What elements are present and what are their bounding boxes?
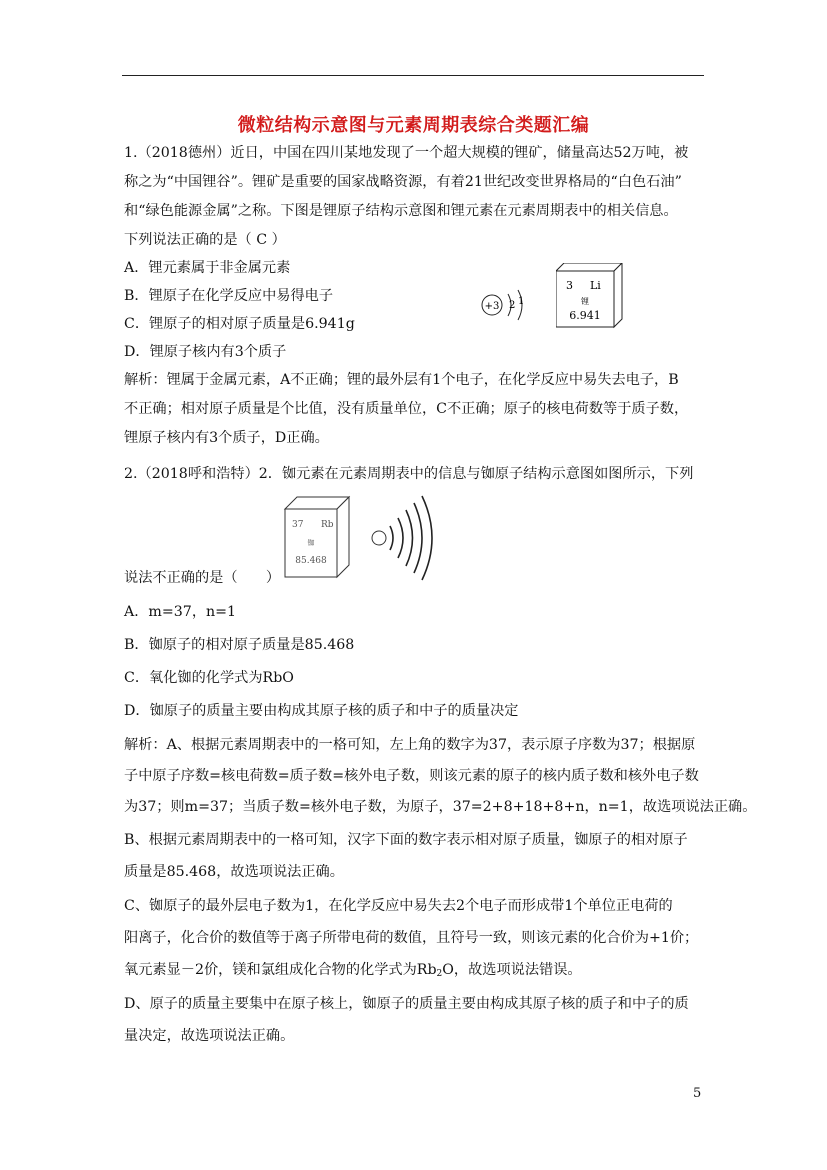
q2-stem-line-1: 2.（2018呼和浩特）2．铷元素在元素周期表中的信息与铷原子结构示意图如图所示，下列 [124,466,694,482]
q2-option-d: D．铷原子的质量主要由构成其原子核的质子和中子的质量决定 [124,703,519,719]
q2-analysis-line-9: D、原子的质量主要集中在原子核上，铷原子的质量主要由构成其原子核的质子和中子的质 [124,996,689,1012]
lithium-atomic-mass: 6.941 [569,309,601,322]
lithium-atomic-number: 3 [566,279,573,292]
q2-analysis-line-7: 阳离子，化合价的数值等于离子所带电荷的数值，且符号一致，则该元素的化合价为+1价； [124,930,699,946]
q1-analysis-line-1: 解析：锂属于金属元素，A不正确；锂的最外层有1个电子，在化学反应中易失去电子，B [124,372,679,388]
q2-option-c: C．氧化铷的化学式为RbO [124,670,294,686]
rubidium-element-cell [283,495,353,579]
lithium-nucleus-charge: +3 [484,301,500,312]
q1-option-b: B．锂原子在化学反应中易得电子 [124,288,334,304]
q2-analysis-line-8-tail: O，故选项说法错误。 [442,962,582,978]
q1-stem-line-2: 称之为“中国锂谷”。锂矿是重要的国家战略资源，有着21世纪改变世界格局的“白色石油” [124,174,682,190]
q1-analysis-line-3: 锂原子核内有3个质子，D正确。 [124,430,329,446]
q2-analysis-line-8 [124,960,582,984]
page-number: 5 [693,1086,702,1101]
q2-analysis-line-1: 解析：A、根据元素周期表中的一格可知，左上角的数字为37，表示原子序数为37；根据原 [124,737,696,753]
rubidium-name: 铷 [307,539,315,547]
q2-analysis-line-5: 质量是85.468，故选项说法正确。 [124,864,344,880]
q1-option-a: A．锂元素属于非金属元素 [124,260,291,276]
rubidium-nucleus-circle [372,531,386,545]
q2-analysis-line-8-text: 氧元素显－2价，镁和氯组成化合物的化学式为Rb [124,962,437,978]
q2-analysis-line-3: 为37；则m=37；当质子数=核外电子数，为原子，37=2+8+18+8+n，n=1，故选项说法正确。 [124,799,757,815]
q2-option-b: B．铷原子的相对原子质量是85.468 [124,637,355,653]
lithium-symbol: Li [590,279,601,292]
lithium-name: 锂 [581,297,589,306]
lithium-atom-diagram [478,282,538,328]
rubidium-atom-diagram [368,494,444,584]
q2-analysis-line-6: C、铷原子的最外层电子数为1，在化学反应中易失去2个电子而形成带1个单位正电荷的 [124,898,673,914]
q1-stem-line-1: 1.（2018德州）近日，中国在四川某地发现了一个超大规模的锂矿，储量高达52万吨，被 [124,145,689,161]
q1-option-d: D．锂原子核内有3个质子 [124,344,287,360]
rubidium-atomic-mass: 85.468 [295,556,327,566]
lithium-shell-1-count: 2 [509,300,516,311]
lithium-shell-2-count: 1 [518,296,525,307]
rubidium-atomic-number: 37 [292,520,304,530]
q1-option-c: C．锂原子的相对原子质量是6.941g [124,316,355,332]
q1-analysis-line-2: 不正确；相对原子质量是个比值，没有质量单位，C不正确；原子的核电荷数等于质子数， [124,401,689,417]
q2-option-a: A．m=37，n=1 [124,604,237,620]
header-rule [122,75,704,76]
q1-stem-line-3: 和“绿色能源金属”之称。下图是锂原子结构示意图和锂元素在元素周期表中的相关信息。 [124,203,678,219]
q2-stem-line-2: 说法不正确的是（ ） [124,570,281,586]
rubidium-symbol: Rb [321,520,334,530]
q2-analysis-line-2: 子中原子序数=核电荷数=质子数=核外电子数，则该元素的原子的核内质子数和核外电子数 [124,768,699,784]
q2-analysis-line-10: 量决定，故选项说法正确。 [124,1028,295,1044]
q2-analysis-line-4: B、根据元素周期表中的一格可知，汉字下面的数字表示相对原子质量，铷原子的相对原子 [124,832,688,848]
q1-stem-line-4: 下列说法正确的是（ C ） [124,232,286,248]
page-title: 微粒结构示意图与元素周期表综合类题汇编 [237,115,590,136]
formula-subscript: 2 [436,969,443,979]
lithium-element-cell [556,263,628,329]
